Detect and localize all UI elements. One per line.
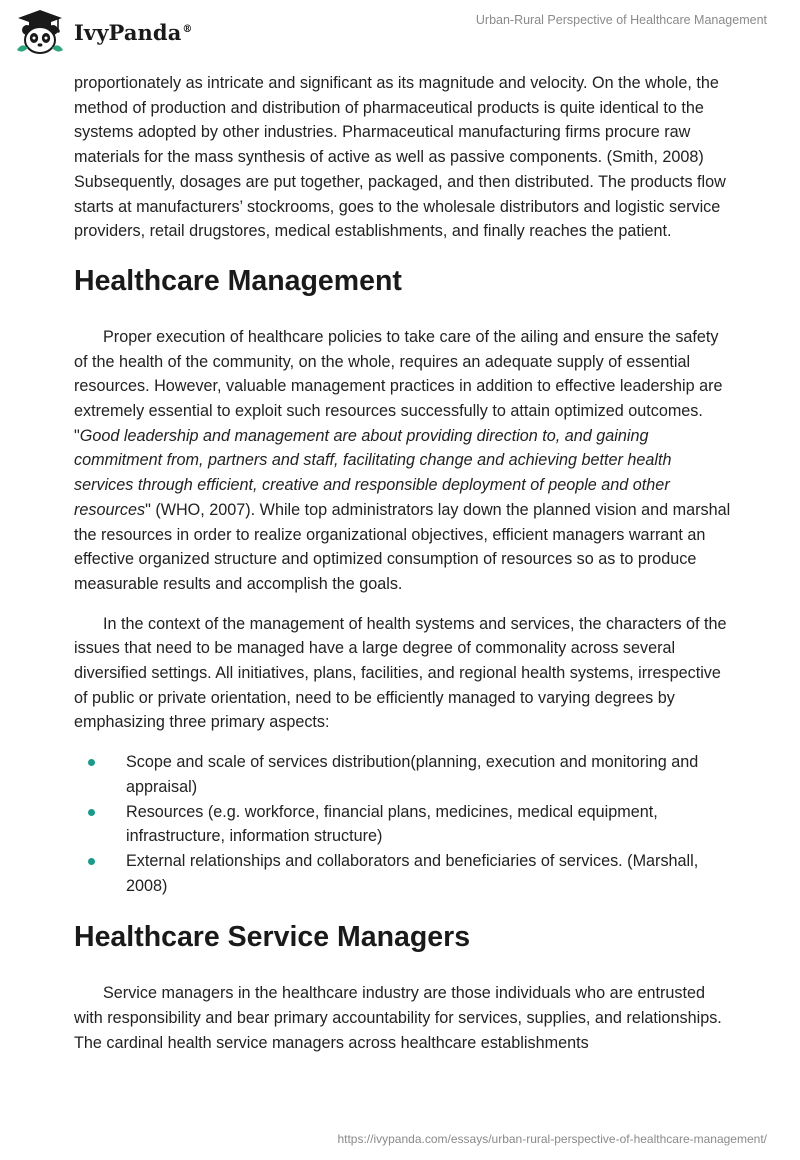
ivypanda-logo[interactable] [14, 8, 193, 56]
list-item [74, 800, 734, 849]
list-item-text: Resources (e.g. workforce, financial plans, medicines, medical equipment, infrastructure, information structure) [126, 802, 658, 846]
service-managers-paragraph-1: Service managers in the healthcare industry are those individuals who are entrusted with responsibility and bear primary accountability for services, supplies, and relationships. The cardinal health service managers across healthcare establishments [74, 984, 722, 1052]
section-heading-healthcare-service-managers: Healthcare Service Managers [74, 921, 471, 954]
list-item-text: Scope and scale of services distribution(planning, execution and monitoring and appraisal) [126, 753, 699, 796]
logo-text: IvyPanda [74, 19, 182, 45]
list-item [74, 849, 734, 898]
bullet-icon [88, 759, 95, 766]
healthcare-management-paragraph-2: In the context of the management of health systems and services, the characters of the issues that need to be managed have a large degree of commonality across several diversified settings. All initiatives, plans, facilities, and regional health systems, irrespective of public or private orientation, need to be efficiently managed to varying degrees by emphasizing three primary aspects: [74, 614, 727, 732]
panda-graduate-icon [14, 8, 66, 56]
document-title: Urban-Rural Perspective of Healthcare Management [475, 13, 767, 27]
who-quote: Good leadership and management are about providing direction to, and gaining commitment from, partners and staff, facilitating change and achieving better health services through efficient, creative and responsible deployment of people and other resources [74, 426, 672, 519]
paragraph-text: Proper execution of healthcare policies to take care of the ailing and ensure the safety of the health of the community, on the whole, requires an adequate supply of essential resources. However, valuable management practices in addition to effective leadership are extremely essential to exploit such resources successfully to attain optimized outcomes. " [74, 327, 723, 445]
bullet-icon [88, 809, 95, 816]
primary-aspects-list [74, 750, 734, 898]
logo-wordmark [74, 20, 193, 45]
list-item-text: External relationships and collaborators and beneficiaries of services. (Marshall, 2008) [126, 851, 699, 895]
paragraph-text: " (WHO, 2007). While top administrators lay down the planned vision and marshal the resources in order to realize organizational objectives, efficient managers warrant an effective organized structure and optimized consumption of resources so as to produce measurable results and accomplish the goals. [74, 500, 731, 593]
registered-mark: ® [182, 23, 193, 35]
healthcare-management-paragraph-1 [74, 325, 734, 597]
source-url[interactable]: https://ivypanda.com/essays/urban-rural-perspective-of-healthcare-management/ [337, 1132, 767, 1146]
section-heading-healthcare-management: Healthcare Management [74, 264, 402, 297]
intro-paragraph: proportionately as intricate and significant as its magnitude and velocity. On the whole, the method of production and distribution of pharmaceutical products is quite identical to the systems adopted by other industries. Pharmaceutical manufacturing firms procure raw materials for the mass synthesis of active as well as passive components. (Smith, 2008) Subsequently, dosages are put together, packaged, and then distributed. The products flow starts at manufacturers’ stockrooms, goes to the wholesale distributors and logistic service providers, retail drugstores, medical establishments, and finally reaches the patient. [74, 74, 726, 241]
list-item [74, 750, 734, 799]
bullet-icon [88, 858, 95, 865]
article-body [74, 71, 734, 1071]
page-header [0, 0, 800, 70]
